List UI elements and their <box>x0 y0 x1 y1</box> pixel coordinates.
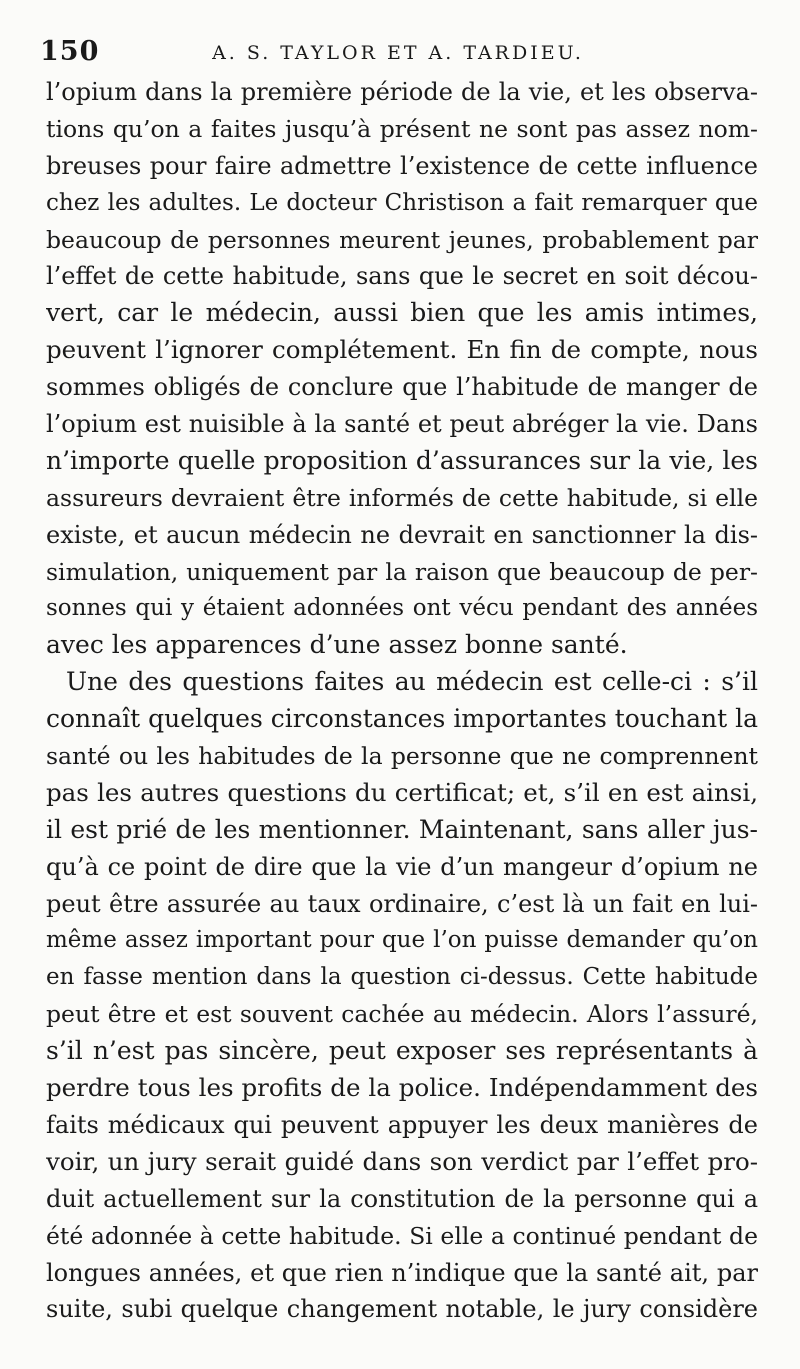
text-line: même assez important pour que l’on puisse demander qu’on <box>46 927 758 954</box>
text-line: peuvent l’ignorer complétement. En fin de compte, nous <box>46 335 758 365</box>
text-line: sommes obligés de conclure que l’habitude de manger de <box>46 373 758 402</box>
text-line: vert, car le médecin, aussi bien que les amis intimes, <box>46 298 758 328</box>
running-head <box>40 30 756 70</box>
text-line: s’il n’est pas sincère, peut exposer ses représentants à <box>46 1036 758 1066</box>
text-line: faits médicaux qui peuvent appuyer les deux manières de <box>46 1110 758 1139</box>
text-line: n’importe quelle proposition d’assurances sur la vie, les <box>46 445 758 475</box>
text-line: tions qu’on a faites jusqu’à présent ne sont pas assez nom- <box>46 114 758 143</box>
text-line: voir, un jury serait guidé dans son verdict par l’effet pro- <box>46 1146 758 1176</box>
body-text <box>46 74 758 1328</box>
text-line: connaît quelques circonstances importantes touchant la <box>46 704 758 734</box>
text-line: l’opium dans la première période de la vie, et les observa- <box>46 78 758 106</box>
text-line: l’effet de cette habitude, sans que le secret en soit décou- <box>46 262 758 291</box>
text-line: santé ou les habitudes de la personne que ne comprennent <box>46 742 758 771</box>
running-title: A. S. TAYLOR ET A. TARDIEU. <box>212 42 584 64</box>
text-line: chez les adultes. Le docteur Christison a fait remarquer que <box>46 189 758 216</box>
text-line: breuses pour faire admettre l’existence de cette influence <box>46 151 758 180</box>
text-line: sonnes qui y étaient adonnées ont vécu pendant des années <box>46 595 758 622</box>
text-line: simulation, uniquement par la raison que beaucoup de per- <box>46 557 758 586</box>
text-line: duit actuellement sur la constitution de la personne qui a <box>46 1184 758 1213</box>
text-line: avec les apparences d’une assez bonne santé. <box>46 630 628 660</box>
text-line: l’opium est nuisible à la santé et peut abréger la vie. Dans <box>46 410 758 439</box>
text-line: qu’à ce point de dire que la vie d’un mangeur d’opium ne <box>46 852 758 881</box>
text-line: existe, et aucun médecin ne devrait en sanctionner la dis- <box>46 520 758 549</box>
text-line: perdre tous les profits de la police. Indépendamment des <box>46 1073 758 1103</box>
page-number: 150 <box>40 36 100 67</box>
text-line: en fasse mention dans la question ci-dessus. Cette habitude <box>46 964 758 991</box>
text-line: beaucoup de personnes meurent jeunes, probablement par <box>46 225 758 254</box>
text-line: été adonnée à cette habitude. Si elle a continué pendant de <box>46 1221 758 1250</box>
paragraph-first-line: Une des questions faites au médecin est celle-ci : s’il <box>66 667 758 697</box>
text-line: assureurs devraient être informés de cette habitude, si elle <box>46 483 758 512</box>
text-line: pas les autres questions du certificat; et, s’il en est ainsi, <box>46 777 758 807</box>
text-line: peut être et est souvent cachée au médecin. Alors l’assuré, <box>46 1000 758 1029</box>
text-line: suite, subi quelque changement notable, le jury considère <box>46 1295 758 1324</box>
text-line: longues années, et que rien n’indique que la santé ait, par <box>46 1258 758 1287</box>
text-line: il est prié de les mentionner. Maintenant, sans aller jus- <box>46 814 758 844</box>
text-line: peut être assurée au taux ordinaire, c’est là un fait en lui- <box>46 889 758 918</box>
